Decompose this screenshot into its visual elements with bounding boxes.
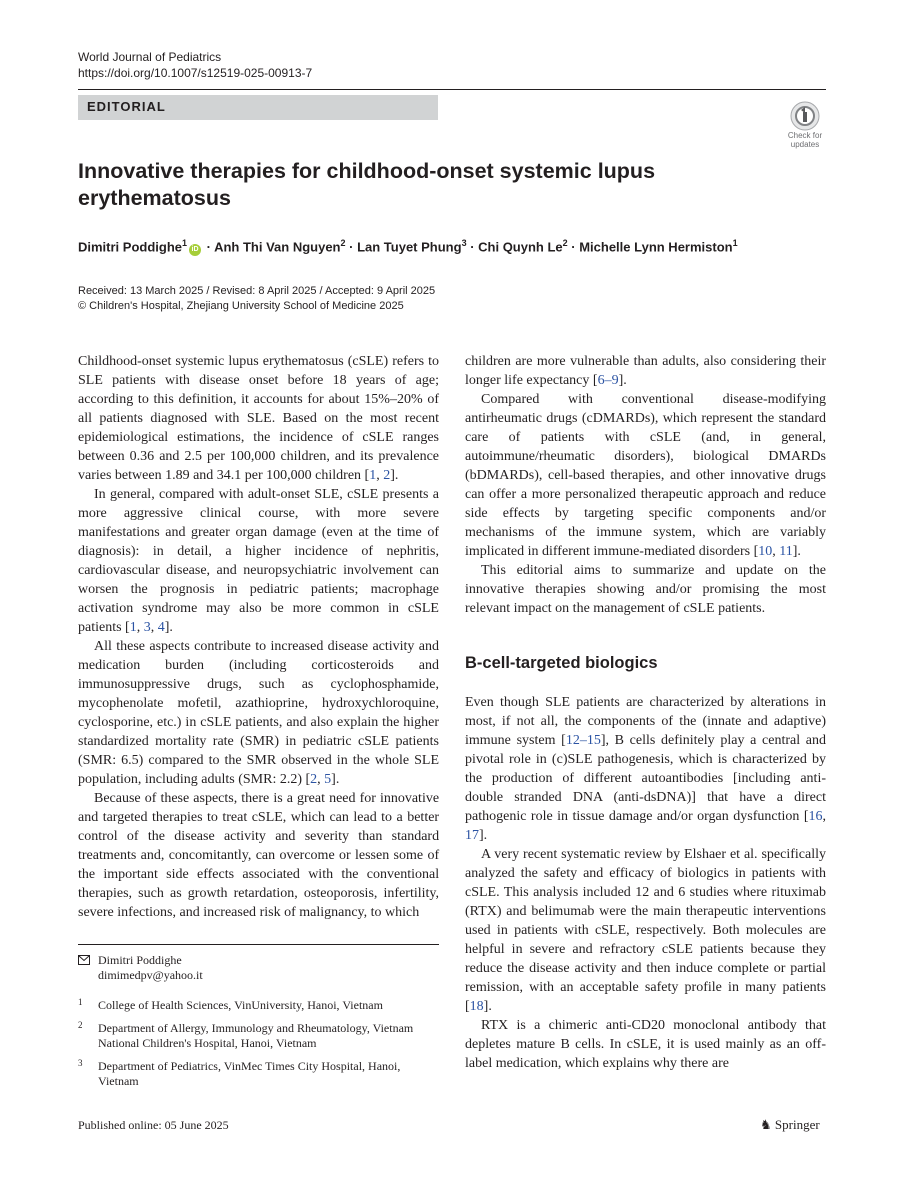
affiliation-marker: 3	[461, 238, 467, 248]
author-name[interactable]: Dimitri Poddighe	[78, 239, 182, 255]
citation-link[interactable]: 5	[324, 772, 332, 787]
affiliation-marker: 1	[732, 238, 738, 248]
author-name[interactable]: Michelle Lynn Hermiston	[579, 239, 733, 255]
publisher-logo[interactable]	[760, 1117, 820, 1133]
affiliation-1	[78, 998, 439, 1013]
paragraph: RTX is a chimeric anti-CD20 monoclonal antibody that depletes mature B cells. In cSLE, it is used mainly as an off-label medication, which explains why there are	[465, 1018, 826, 1071]
paragraph: Even though SLE patients are characterized by alterations in most, if not all, the components of the (innate and adaptive) immune system [12–15], B cells definitely play a central and pivotal role in (c)SLE pathogenesis, which is characterized by the production of different autoantibodies [including anti-double stranded DNA (anti-dsDNA)] that have a direct pathogenic role in tissue damage and/or organ dysfunction [16, 17].	[465, 695, 827, 843]
paragraph: In general, compared with adult-onset SLE, cSLE presents a more aggressive clinical course, with more severe manifestations and greater organ damage (even at the time of diagnosis): in detail, a higher incidence of nephritis, cardiovascular disease, and neuropsychiatric involvement can worsen the prognosis in pediatric patients; macrophage activation syndrome may also be more common in cSLE patients [1, 3, 4].	[78, 487, 439, 635]
affiliation-marker: 1	[182, 238, 188, 248]
article-dates	[78, 284, 435, 314]
paragraph: Because of these aspects, there is a great need for innovative and targeted therapies to treat cSLE, which can lead to a better control of the disease activity and severity than standard treatments and, concomitantly, can overcome or lessen some of the important side effects associated with the conventional therapies, such as growth retardation, osteoporosis, infertility, severe infections, and increased risk of malignancy, to which	[78, 791, 440, 920]
paragraph: Compared with conventional disease-modifying antirheumatic drugs (cDMARDs), which represent the standard care of patients with cSLE (and, in general, autoimmune/rheumatic disorders), biological DMARDs (bDMARDs), cell-based therapies, and other innovative drugs can offer a more personalized therapeutic approach and reduce side effects by targeting specific components and/or mechanisms of the immune system, which are variably implicated in different immune-mediated disorders [10, 11].	[465, 392, 826, 559]
affiliation-text: Department of Pediatrics, VinMec Times City Hospital, Hanoi, Vietnam	[98, 1059, 401, 1088]
check-updates-icon	[790, 101, 820, 131]
citation-link[interactable]: 11	[779, 544, 793, 559]
citation-link[interactable]: 4	[157, 620, 165, 635]
citation-link[interactable]: 3	[143, 620, 151, 635]
citation-link[interactable]: 18	[469, 999, 484, 1014]
article-type-bar	[78, 95, 438, 120]
affiliation-2	[78, 1021, 439, 1051]
publisher-name: Springer	[774, 1117, 820, 1132]
citation-link[interactable]: 17	[465, 828, 479, 843]
author-separator: ·	[567, 239, 580, 255]
left-column	[78, 352, 439, 922]
doi-link[interactable]: https://doi.org/10.1007/s12519-025-00913-7	[78, 66, 313, 80]
published-date: Published online: 05 June 2025	[78, 1118, 229, 1132]
author-separator: ·	[345, 239, 358, 255]
article-type: EDITORIAL	[87, 99, 166, 114]
citation-link[interactable]: 10	[758, 544, 773, 559]
affiliation-text: Department of Allergy, Immunology and Rheumatology, Vietnam National Children's Hospital, Hanoi, Vietnam	[98, 1021, 414, 1050]
paragraph: This editorial aims to summarize and update on the innovative therapies showing and/or promising the most relevant impact on the management of cSLE patients.	[465, 563, 826, 616]
affiliation-number: 1	[78, 997, 83, 1007]
journal-header	[78, 49, 312, 81]
citation-link[interactable]: 16	[808, 809, 823, 824]
affiliation-number: 2	[78, 1020, 83, 1030]
right-column	[465, 352, 826, 1073]
check-for-updates-badge[interactable]	[783, 101, 827, 149]
citation-link[interactable]: 12–15	[565, 733, 601, 748]
citation-link[interactable]: 2	[310, 772, 318, 787]
author-separator: ·	[466, 239, 479, 255]
corresponding-name: Dimitri Poddighe	[98, 953, 182, 967]
citation-link[interactable]: 6–9	[597, 373, 619, 388]
author-name[interactable]: Anh Thi Van Nguyen	[214, 239, 341, 255]
copyright-line: © Children's Hospital, Zhejiang University School of Medicine 2025	[78, 300, 404, 312]
footnote-rule	[78, 944, 439, 945]
section-heading: B-cell-targeted biologics	[465, 654, 658, 672]
citation-link[interactable]: 1	[129, 620, 137, 635]
paragraph: All these aspects contribute to increased disease activity and medication burden (including corticosteroids and immunosuppressive drugs, such as cyclophosphamide, mycophenolate mofetil, azathioprine, hydroxychloroquine, cyclosporine, etc.) in cSLE patients, and also explain the higher standardized mortality rate (SMR) in pediatric cSLE patients (SMR: 6.5) compared to the SMR observed in the whole SLE population, including adults (SMR: 2.2) [2, 5].	[78, 639, 439, 787]
affiliation-text: College of Health Sciences, VinUniversity, Hanoi, Vietnam	[98, 998, 383, 1012]
citation-link[interactable]: 2	[383, 468, 391, 483]
author-name[interactable]: Lan Tuyet Phung	[357, 239, 462, 255]
envelope-icon	[78, 955, 90, 965]
check-updates-line1: Check for	[787, 131, 823, 140]
check-updates-line2: updates	[790, 140, 820, 149]
citation-link[interactable]: 1	[369, 468, 377, 483]
author-separator: ·	[203, 239, 215, 255]
article-title: Innovative therapies for childhood-onset systemic lupus erythematosus	[78, 159, 656, 210]
paragraph: Childhood-onset systemic lupus erythematosus (cSLE) refers to SLE patients with disease onset before 18 years of age; according to this definition, it accounts for about 15%–20% of all patients diagnosed with SLE. Based on the most recent epidemiological estimations, the incidence of cSLE ranges between 0.36 and 2.5 per 100,000 children, and its prevalence varies between 1.89 and 34.1 per 100,000 children [1, 2].	[78, 354, 439, 483]
journal-name: World Journal of Pediatrics	[78, 50, 222, 64]
affiliation-3	[78, 1059, 439, 1089]
author-list	[78, 238, 838, 256]
affiliation-marker: 2	[562, 238, 568, 248]
header-rule	[78, 89, 826, 90]
springer-horse-icon: ♞	[760, 1117, 772, 1132]
author-name[interactable]: Chi Quynh Le	[478, 239, 563, 255]
affiliation-number: 3	[78, 1058, 83, 1068]
paragraph-continued: children are more vulnerable than adults, also considering their longer life expectancy [6–9].	[465, 354, 827, 388]
corresponding-author	[78, 953, 439, 983]
orcid-icon[interactable]: iD	[189, 244, 201, 256]
paragraph: A very recent systematic review by Elshaer et al. specifically analyzed the safety and efficacy of biologics in patients with cSLE. This analysis included 12 and 6 studies where rituximab (RTX) and belimumab were the main therapeutic interventions used in patients with cSLE, respectively. Both molecules are helpful in severe and refractory cSLE patients because they reduce the disease activity and then induce complete or partial remission, with an acceptable safety profile in many patients [18].	[465, 847, 826, 1014]
affiliation-marker: 2	[340, 238, 346, 248]
history-dates: Received: 13 March 2025 / Revised: 8 April 2025 / Accepted: 9 April 2025	[78, 285, 436, 297]
corresponding-email[interactable]: dimimedpv@yahoo.it	[98, 968, 203, 982]
